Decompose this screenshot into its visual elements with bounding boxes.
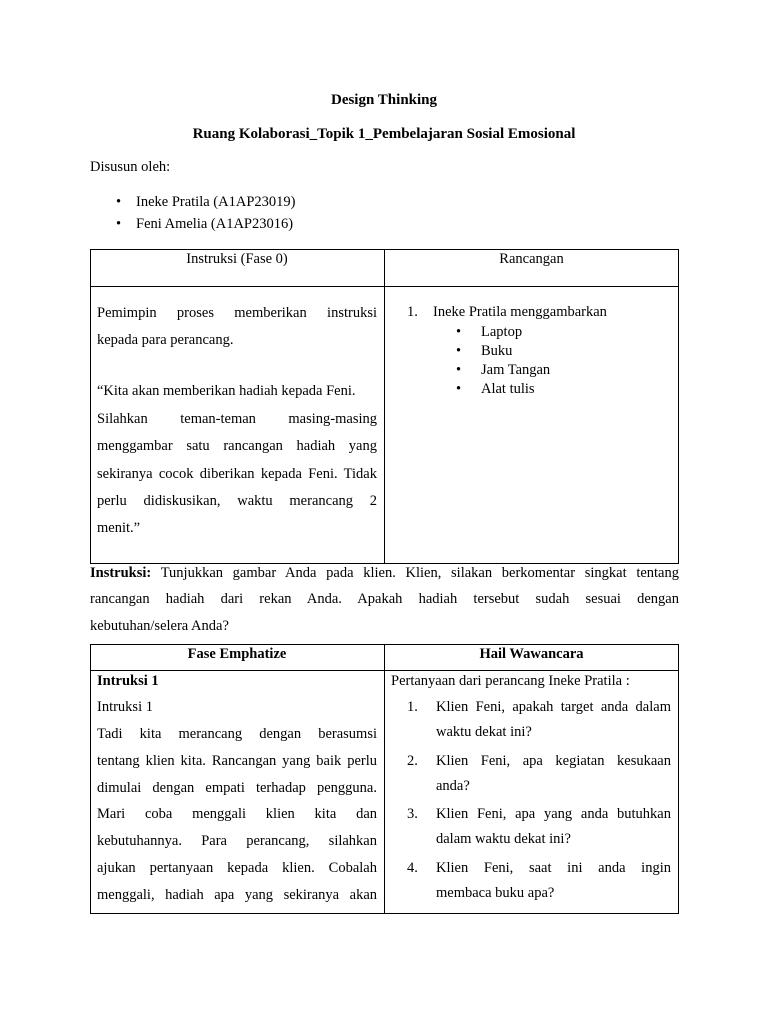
table-header-right: Rancangan bbox=[499, 251, 564, 267]
design-bullet bbox=[456, 324, 522, 341]
bullet-text: Buku bbox=[481, 343, 513, 359]
bullet-icon: • bbox=[456, 324, 462, 340]
author-name: Feni Amelia (A1AP23016) bbox=[136, 216, 294, 232]
bullet-icon: • bbox=[456, 343, 462, 359]
cell-text-line: menggambar satu rancangan hadiah yang bbox=[97, 438, 377, 454]
cell-text-line: “Kita akan memberikan hadiah kepada Feni. bbox=[97, 383, 356, 399]
design-bullet bbox=[456, 362, 550, 379]
cell-text-line: kepada para perancang. bbox=[97, 332, 234, 348]
question-item bbox=[407, 806, 671, 848]
table-divider bbox=[384, 644, 385, 914]
design-bullet bbox=[456, 381, 535, 398]
bullet-icon: • bbox=[456, 381, 462, 397]
question-text: dalam waktu dekat ini? bbox=[436, 831, 571, 847]
question-text: Klien Feni, saat ini anda ingin bbox=[436, 860, 671, 876]
cell-text-line: tentang klien kita. Rancangan yang baik perlu bbox=[97, 753, 377, 769]
cell-text-line: ajukan pertanyaan kepada klien. Cobalah bbox=[97, 860, 377, 876]
author-label: Disusun oleh: bbox=[90, 159, 171, 175]
author-item bbox=[116, 216, 293, 233]
instruction-line bbox=[90, 565, 679, 582]
bullet-text: Alat tulis bbox=[481, 381, 535, 397]
table-divider bbox=[384, 249, 385, 564]
question-item bbox=[407, 753, 671, 795]
question-text: waktu dekat ini? bbox=[436, 724, 532, 740]
question-item bbox=[407, 860, 671, 902]
question-number: 4. bbox=[407, 860, 418, 876]
cell-text-line: dimulai dengan empati terhadap pengguna. bbox=[97, 780, 377, 796]
question-number: 2. bbox=[407, 753, 418, 769]
author-name: Ineke Pratila (A1AP23019) bbox=[136, 194, 296, 210]
question-text: membaca buku apa? bbox=[436, 885, 555, 901]
question-text: Klien Feni, apakah target anda dalam bbox=[436, 699, 671, 715]
bullet-text: Jam Tangan bbox=[481, 362, 551, 378]
document-title: Design Thinking bbox=[330, 92, 438, 108]
cell-heading: Intruksi 1 bbox=[97, 673, 159, 689]
question-text: anda? bbox=[436, 778, 470, 794]
cell-text-line: menit.” bbox=[97, 520, 141, 536]
table-divider bbox=[90, 286, 679, 287]
instruction-label: Instruksi: bbox=[90, 565, 152, 581]
cell-text-line: Mari coba menggali klien kita dan bbox=[97, 806, 377, 822]
question-text: Klien Feni, apa kegiatan kesukaan bbox=[436, 753, 671, 769]
cell-text-line: Tadi kita merancang dengan berasumsi bbox=[97, 726, 377, 742]
instruction-text: Tunjukkan gambar Anda pada klien. Klien, silakan berkomentar singkat tentang bbox=[160, 565, 679, 581]
design-list-item bbox=[407, 304, 607, 321]
table-header-left: Fase Emphatize bbox=[187, 646, 287, 662]
cell-text-line: Pemimpin proses memberikan instruksi bbox=[97, 305, 377, 321]
table-header-right: Hail Wawancara bbox=[479, 646, 584, 662]
bullet-icon: • bbox=[116, 194, 122, 210]
instruction-line: kebutuhan/selera Anda? bbox=[90, 618, 229, 634]
interview-intro: Pertanyaan dari perancang Ineke Pratila : bbox=[391, 673, 630, 689]
list-item-text: Ineke Pratila menggambarkan bbox=[433, 304, 607, 320]
question-number: 3. bbox=[407, 806, 418, 822]
cell-text-line: perlu didiskusikan, waktu merancang 2 bbox=[97, 493, 377, 509]
document-subtitle: Ruang Kolaborasi_Topik 1_Pembelajaran Sosial Emosional bbox=[192, 126, 576, 142]
bullet-text: Laptop bbox=[481, 324, 523, 340]
question-item bbox=[407, 699, 671, 741]
cell-text-line: Intruksi 1 bbox=[97, 699, 153, 715]
question-number: 1. bbox=[407, 699, 418, 715]
instruction-line: rancangan hadiah dari rekan Anda. Apakah hadiah tersebut sudah sesuai dengan bbox=[90, 591, 679, 607]
cell-text-line: Silahkan teman-teman masing-masing bbox=[97, 411, 377, 427]
cell-text-line: kebutuhannya. Para perancang, silahkan bbox=[97, 833, 377, 849]
list-number: 1. bbox=[407, 304, 418, 320]
author-item bbox=[116, 194, 295, 211]
table-divider bbox=[90, 670, 679, 671]
bullet-icon: • bbox=[456, 362, 462, 378]
cell-text-line: sekiranya cocok diberikan kepada Feni. Tidak bbox=[97, 466, 377, 482]
design-bullet bbox=[456, 343, 512, 360]
question-text: Klien Feni, apa yang anda butuhkan bbox=[436, 806, 671, 822]
bullet-icon: • bbox=[116, 216, 122, 232]
cell-text-line: menggali, hadiah apa yang sekiranya akan bbox=[97, 887, 377, 903]
table-header-left: Instruksi (Fase 0) bbox=[186, 251, 288, 267]
